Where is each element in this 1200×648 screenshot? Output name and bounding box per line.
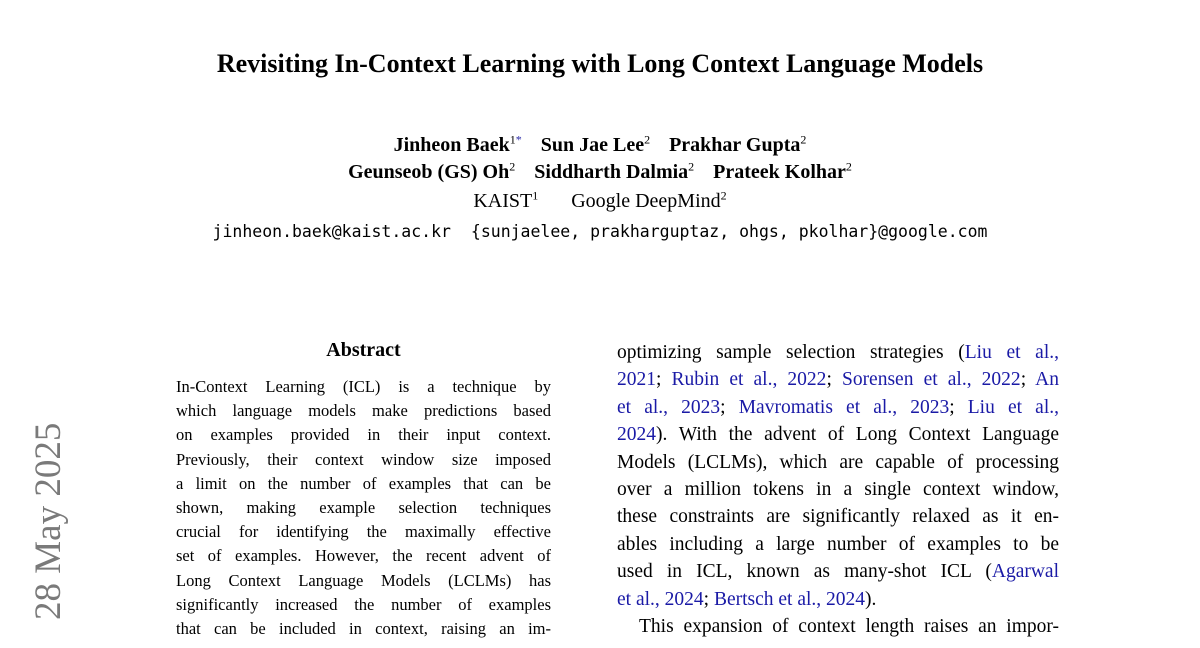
citation-link[interactable]: Liu et al.,	[967, 396, 1059, 418]
abstract-line: In-Context Learning (ICL) is a technique by	[176, 377, 551, 396]
email: {sunjaelee, prakharguptaz, ohgs, pkolhar}@google.com	[470, 222, 988, 241]
body-line: used in ICL, known as many-shot ICL (Agarwal	[617, 561, 1059, 583]
affiliation: KAIST$^1$	[473, 188, 539, 212]
body-line: over a million tokens in a single context window,	[617, 479, 1059, 501]
body-line: ables including a large number of examples to be	[617, 533, 1059, 555]
citation-link[interactable]: et al., 2023	[617, 396, 721, 418]
abstract-line: set of examples. However, the recent advent of	[176, 546, 551, 566]
citation-link[interactable]: Sorensen et al., 2022	[841, 369, 1021, 391]
citation-link[interactable]: Agarwal	[991, 561, 1059, 583]
citation-link[interactable]: Liu et al.,	[964, 342, 1059, 363]
body-line: optimizing sample selection strategies (Liu et al.,	[617, 342, 1059, 363]
author: Prateek Kolhar$^2$	[713, 159, 852, 183]
body-line: Models (LCLMs), which are capable of processing	[617, 451, 1059, 473]
body-line: 2021; Rubin et al., 2022; Sorensen et al., 2022; An	[617, 369, 1059, 391]
abstract-heading: Abstract	[326, 339, 401, 361]
abstract-line: on examples provided in their input context.	[176, 425, 551, 445]
abstract-line: Long Context Language Models (LCLMs) has	[176, 570, 551, 590]
citation-link[interactable]: et al., 2024	[617, 588, 704, 610]
citation-link[interactable]: Bertsch et al., 2024	[713, 588, 866, 610]
abstract-line: Previously, their context window size imposed	[176, 449, 551, 469]
affiliation: Google DeepMind$^2$	[571, 188, 727, 212]
body-line: This expansion of context length raises an impor-	[639, 616, 1059, 638]
citation-link[interactable]: 2024	[617, 424, 656, 446]
author-line-2	[0, 159, 1200, 186]
intro-column	[617, 339, 1059, 640]
body-line: these constraints are significantly relaxed as it en-	[617, 506, 1059, 528]
footnote-marker[interactable]: *	[515, 132, 522, 147]
body-line: et al., 2023; Mavromatis et al., 2023; Liu et al.,	[617, 396, 1059, 418]
abstract-line: shown, making example selection techniques	[176, 498, 551, 518]
citation-link[interactable]: Rubin et al., 2022	[671, 369, 827, 391]
citation-link[interactable]: Mavromatis et al., 2023	[738, 396, 950, 418]
abstract-line: crucial for identifying the maximally effective	[176, 522, 551, 542]
author: Prakhar Gupta$^2$	[669, 132, 807, 156]
author: Sun Jae Lee$^2$	[540, 132, 651, 156]
paper-title: Revisiting In-Context Learning with Long Context Language Models	[216, 49, 984, 78]
author-emails	[0, 221, 1200, 243]
author: Jinheon Baek$^{1*}$	[393, 132, 522, 156]
email: jinheon.baek@kaist.ac.kr	[212, 222, 451, 241]
arxiv-date-stamp: 28 May 2025	[28, 422, 69, 620]
abstract-line: which language models make predictions based	[176, 401, 551, 421]
abstract-body	[176, 375, 551, 641]
author: Siddharth Dalmia$^2$	[534, 159, 695, 183]
author-line-1	[0, 132, 1200, 159]
body-line: 2024). With the advent of Long Context Language	[617, 424, 1059, 446]
author: Geunseob (GS) Oh$^2$	[348, 159, 516, 183]
affiliations	[0, 188, 1200, 214]
citation-link[interactable]: An	[1035, 369, 1059, 391]
abstract-line: significantly increased the number of examples	[176, 594, 551, 614]
citation-link[interactable]: 2021	[617, 369, 656, 391]
abstract-line: a limit on the number of examples that can be	[176, 473, 551, 493]
abstract-line: that can be included in context, raising an im-	[176, 619, 551, 639]
body-line: et al., 2024; Bertsch et al., 2024).	[617, 588, 877, 610]
author-list	[0, 132, 1200, 186]
